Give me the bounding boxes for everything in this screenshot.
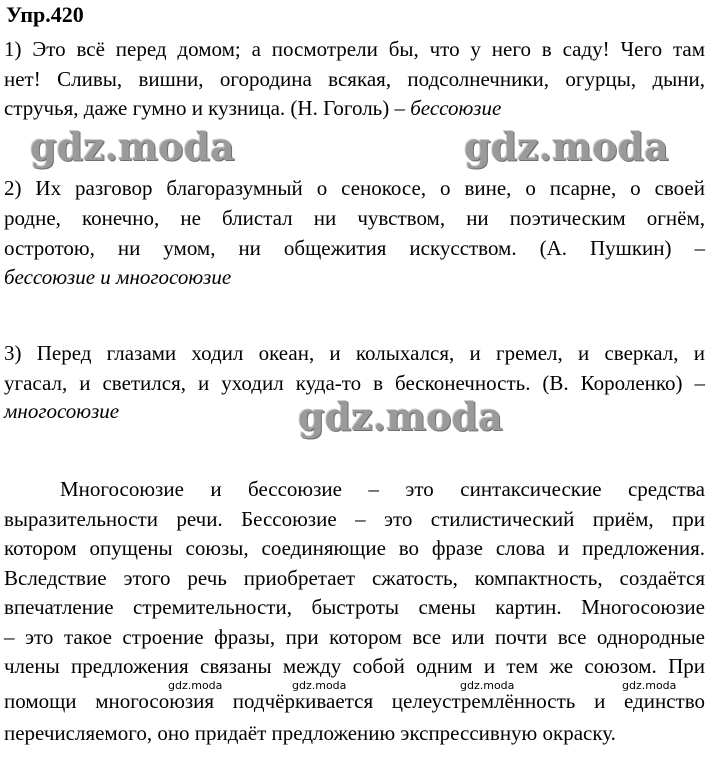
p4-line-9: перечисляемого, оно придаёт предложению экспрессивную окраску. [4,721,616,745]
p2-line-1: 2) Их разговор благоразумный о сенокосе, о вине, о псарне, о своей [4,176,705,200]
watermark-logo: gdz.moda [30,124,235,169]
p1-line-2: нет! Сливы, вишни, огородина всякая, подсолнечники, огурцы, дыни, [4,67,705,91]
p1-line-1: 1) Это всё перед домом; а посмотрели бы, что у него в саду! Чего там [4,37,705,61]
watermark-logo: gdz.moda [298,394,503,439]
p2-answer: бессоюзие и многосоюзие [4,265,232,289]
p4-line-3: котором опущены союзы, соединяющие во фразе слова и предложения. [4,536,705,560]
p1-answer: бессоюзие [410,96,502,120]
p4-line-8: помощи многосоюзия подчёркивается целеустремлённость и единство [4,689,705,713]
exercise-title: Упр.420 [6,2,84,27]
p4-line-4: Вследствие этого речь приобретает сжатость, компактность, создаётся [4,566,705,590]
p4-line-7: члены предложения связаны между собой одним и тем же союзом. При [4,654,705,678]
p1-line-3-text: стручья, даже гумно и кузница. (Н. Гоголь) – [4,96,411,120]
p2-line-2: родне, конечно, не блистал ни чувством, ни поэтическим огнём, [4,206,705,230]
p3-answer: многосоюзие [4,399,120,423]
watermark-small: gdz.moda [460,679,515,692]
p4-line-1: Многосоюзие и бессоюзие – это синтаксические средства [60,477,705,501]
watermark-small: gdz.moda [168,679,223,692]
p1-line-3 [4,95,705,121]
p4-line-6: – это такое строение фразы, при котором все или почти все однородные [4,625,705,649]
p3-line-1: 3) Перед глазами ходил океан, и колыхался, и гремел, и сверкал, и [4,341,705,365]
watermark-small: gdz.moda [622,679,677,692]
p4-line-5: впечатление стремительности, быстроты смены картин. Многосоюзие [4,595,705,619]
watermark-small: gdz.moda [292,679,347,692]
watermark-logo: gdz.moda [464,124,669,169]
p2-line-3: остротою, ни умом, ни общежития искусством. (А. Пушкин) – [4,236,705,260]
p4-line-2: выразительности речи. Бессоюзие – это стилистический приём, при [4,507,705,531]
p3-line-2: угасал, и светился, и уходил куда-то в бесконечность. (В. Короленко) – [4,371,705,395]
